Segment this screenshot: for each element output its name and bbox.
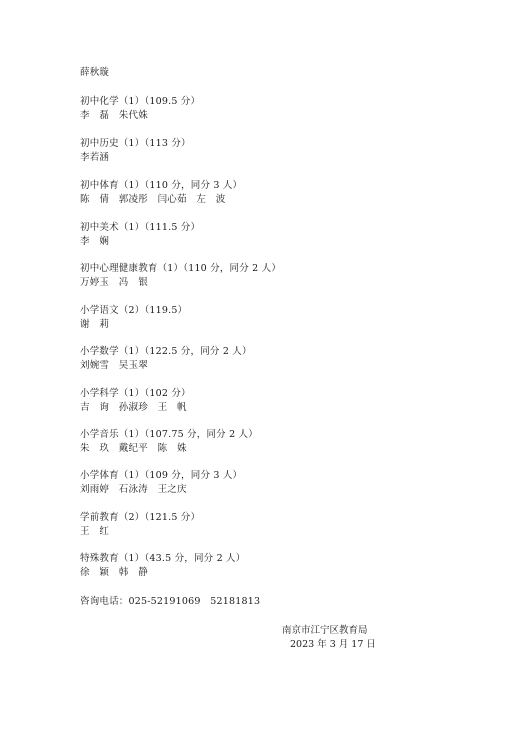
section-names: 李若涵 [80,152,110,163]
section-heading: 特殊教育（1）（43.5 分，同分 2 人） [80,553,246,564]
contact-phone: 咨询电话：025-52191069 52181813 [80,596,261,607]
section-heading: 初中化学（1）（109.5 分） [80,96,201,107]
section-heading: 初中体育（1）（110 分，同分 3 人） [80,180,243,191]
section-heading: 小学语文（2）（119.5） [80,305,188,316]
section-names: 李 娴 [80,236,110,247]
section-names: 万婷玉 冯 银 [80,277,148,288]
section-heading: 学前教育（2）（121.5 分） [80,512,201,523]
section-names: 吉 询 孙淑珍 王 帆 [80,402,187,413]
section-heading: 小学音乐（1）（107.75 分，同分 2 人） [80,429,258,440]
section-names: 李 磊 朱代姝 [80,110,148,121]
section-names: 朱 玖 戴纪平 陈 姝 [80,443,187,454]
section-names: 王 红 [80,526,110,537]
section-heading: 初中美术（1）（111.5 分） [80,222,201,233]
section-heading: 小学科学（1）（102 分） [80,388,191,399]
section-names: 谢 莉 [80,319,110,330]
section-names: 陈 倩 郭凌彤 闫心茹 左 波 [80,194,226,205]
section-names: 刘婉雪 吴玉翠 [80,360,148,371]
section-heading: 初中心理健康教育（1）（110 分，同分 2 人） [80,263,282,274]
section-heading: 小学数学（1）（122.5 分，同分 2 人） [80,346,252,357]
signature-org: 南京市江宁区教育局 [282,625,368,636]
intro-name: 薛秋璇 [80,67,110,78]
section-names: 徐 颖 韩 静 [80,567,148,578]
section-names: 刘雨婷 石泳涛 王之庆 [80,484,187,495]
signature-date: 2023 年 3 月 17 日 [290,639,376,650]
section-heading: 初中历史（1）（113 分） [80,138,191,149]
section-heading: 小学体育（1）（109 分，同分 3 人） [80,470,243,481]
